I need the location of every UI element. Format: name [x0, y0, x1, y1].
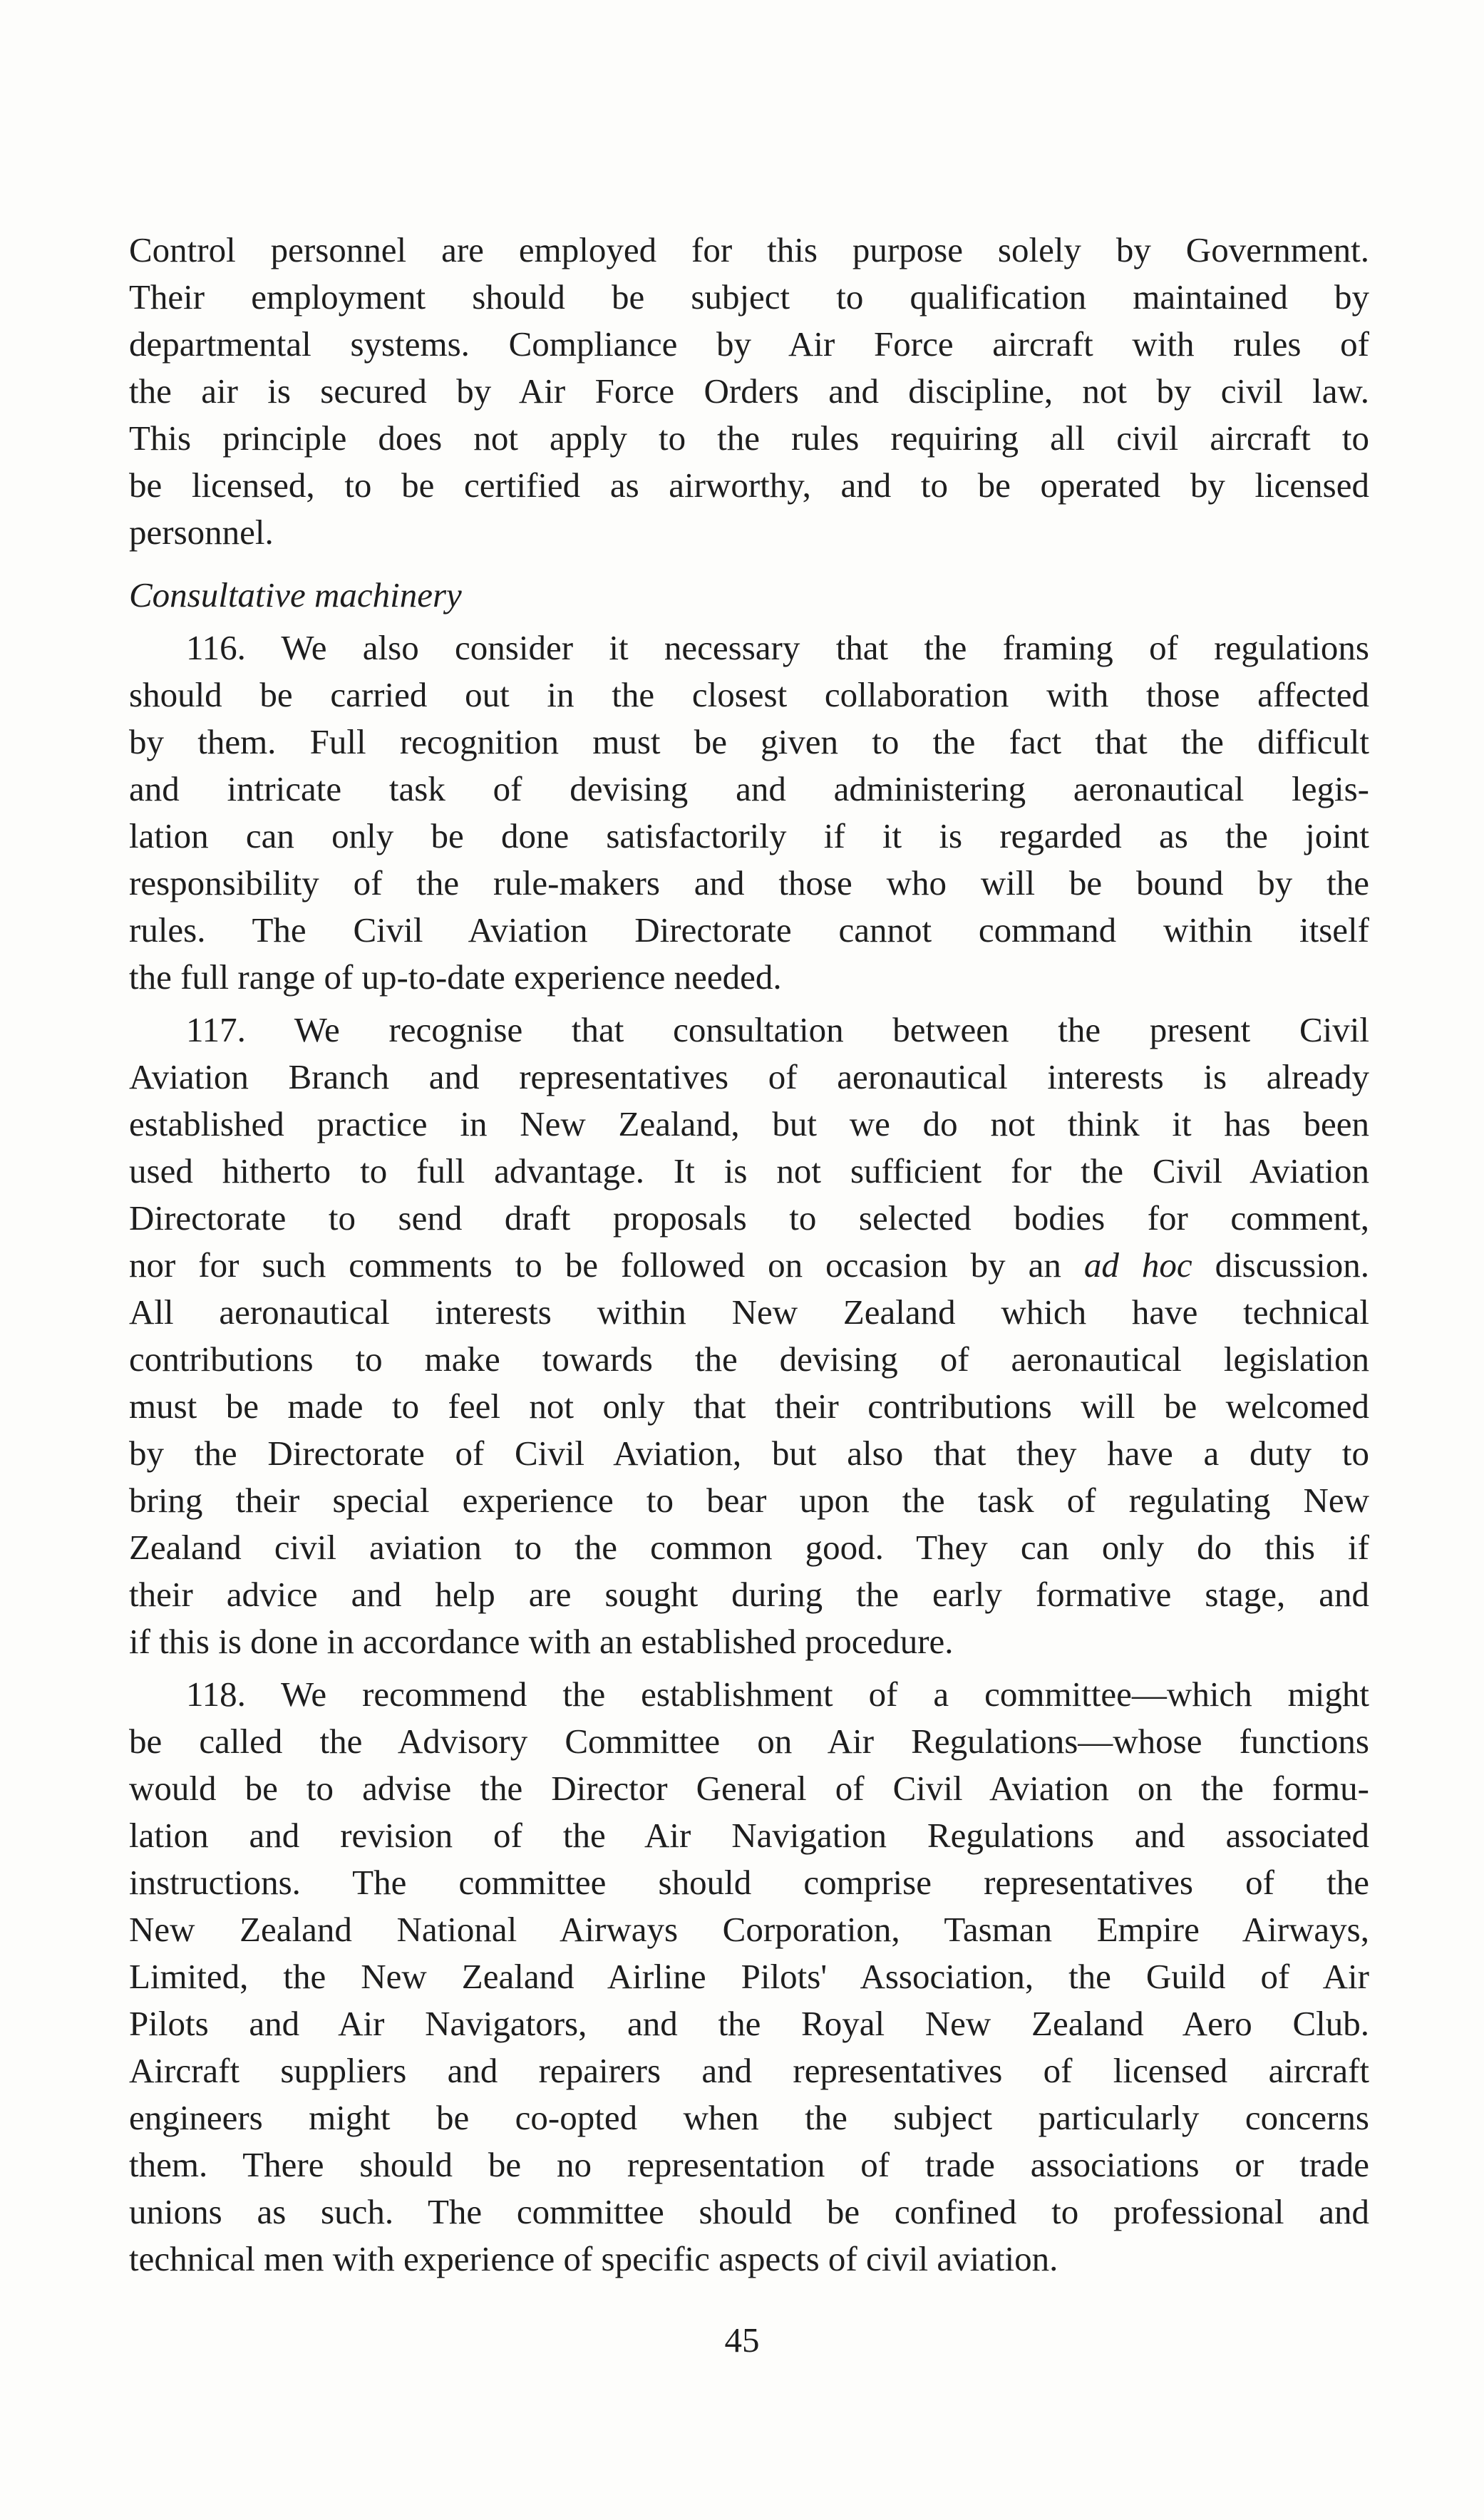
- text-line: them. There should be no representation of trade associations or trade: [129, 2145, 1369, 2184]
- text-segment: discussion.: [1192, 1245, 1369, 1285]
- text-line: should be carried out in the closest collaboration with those affected: [129, 675, 1369, 714]
- text-line: engineers might be co-opted when the subject particularly concerns: [129, 2098, 1369, 2137]
- paragraph-116: [129, 624, 1369, 1001]
- page-number: 45: [724, 2320, 760, 2360]
- text-line: Aircraft suppliers and repairers and representatives of licensed aircraft: [129, 2051, 1369, 2090]
- text-line: Limited, the New Zealand Airline Pilots' Association, the Guild of Air: [129, 1957, 1369, 1996]
- text-line: lation and revision of the Air Navigation Regulations and associated: [129, 1816, 1369, 1855]
- text-line: All aeronautical interests within New Zealand which have technical: [129, 1292, 1369, 1332]
- text-line: 117. We recognise that consultation between the present Civil: [186, 1010, 1369, 1049]
- text-line: Aviation Branch and representatives of aeronautical interests is already: [129, 1057, 1369, 1096]
- text-line: Their employment should be subject to qualification maintained by: [129, 277, 1369, 317]
- paragraph-continuation: [129, 227, 1369, 556]
- text-segment: nor for such comments to be followed on occasion by an: [129, 1245, 1084, 1285]
- text-line: must be made to feel not only that their contributions will be welcomed: [129, 1387, 1369, 1426]
- text-line: 116. We also consider it necessary that the framing of regulations: [186, 628, 1369, 667]
- text-line: be licensed, to be certified as airworthy, and to be operated by licensed: [129, 466, 1369, 505]
- text-line: bring their special experience to bear upon the task of regulating New: [129, 1481, 1369, 1520]
- text-line: 118. We recommend the establishment of a committee—which might: [186, 1675, 1369, 1714]
- text-line: contributions to make towards the devising of aeronautical legislation: [129, 1339, 1369, 1379]
- text-line: Control personnel are employed for this purpose solely by Government.: [129, 230, 1369, 269]
- text-line: This principle does not apply to the rules requiring all civil aircraft to: [129, 418, 1369, 458]
- text-line: Pilots and Air Navigators, and the Royal New Zealand Aero Club.: [129, 2004, 1369, 2043]
- text-line: if this is done in accordance with an established procedure.: [129, 1622, 954, 1661]
- text-line: used hitherto to full advantage. It is not sufficient for the Civil Aviation: [129, 1151, 1369, 1190]
- text-line: established practice in New Zealand, but we do not think it has been: [129, 1104, 1369, 1143]
- text-line: would be to advise the Director General of Civil Aviation on the formu-: [129, 1769, 1369, 1808]
- text-line: their advice and help are sought during the early formative stage, and: [129, 1575, 1369, 1614]
- paragraph-117: [129, 1007, 1369, 1665]
- section-heading: Consultative machinery: [129, 575, 462, 614]
- text-line: rules. The Civil Aviation Directorate cannot command within itself: [129, 910, 1369, 950]
- text-line: by the Directorate of Civil Aviation, but also that they have a duty to: [129, 1434, 1369, 1473]
- text-line: New Zealand National Airways Corporation, Tasman Empire Airways,: [129, 1910, 1369, 1949]
- text-line: responsibility of the rule-makers and those who will be bound by the: [129, 863, 1369, 902]
- text-line: personnel.: [129, 513, 274, 552]
- text-line: unions as such. The committee should be confined to professional and: [129, 2192, 1369, 2231]
- page-body: [129, 227, 1369, 2283]
- text-line: [129, 1242, 1369, 1289]
- text-line: by them. Full recognition must be given to the fact that the difficult: [129, 722, 1369, 761]
- text-line: departmental systems. Compliance by Air Force aircraft with rules of: [129, 324, 1369, 364]
- text-line: Zealand civil aviation to the common good. They can only do this if: [129, 1528, 1369, 1567]
- text-line: technical men with experience of specific aspects of civil aviation.: [129, 2239, 1058, 2278]
- text-line: be called the Advisory Committee on Air Regulations—whose functions: [129, 1722, 1369, 1761]
- text-line: instructions. The committee should comprise representatives of the: [129, 1863, 1369, 1902]
- text-line: the full range of up-to-date experience needed.: [129, 957, 782, 997]
- text-line: Directorate to send draft proposals to selected bodies for comment,: [129, 1198, 1369, 1238]
- text-line: lation can only be done satisfactorily if it is regarded as the joint: [129, 816, 1369, 855]
- text-line: and intricate task of devising and administering aeronautical legis-: [129, 769, 1369, 808]
- text-line: the air is secured by Air Force Orders and discipline, not by civil law.: [129, 371, 1369, 411]
- paragraph-118: [129, 1671, 1369, 2283]
- italic-phrase: ad hoc: [1083, 1245, 1192, 1285]
